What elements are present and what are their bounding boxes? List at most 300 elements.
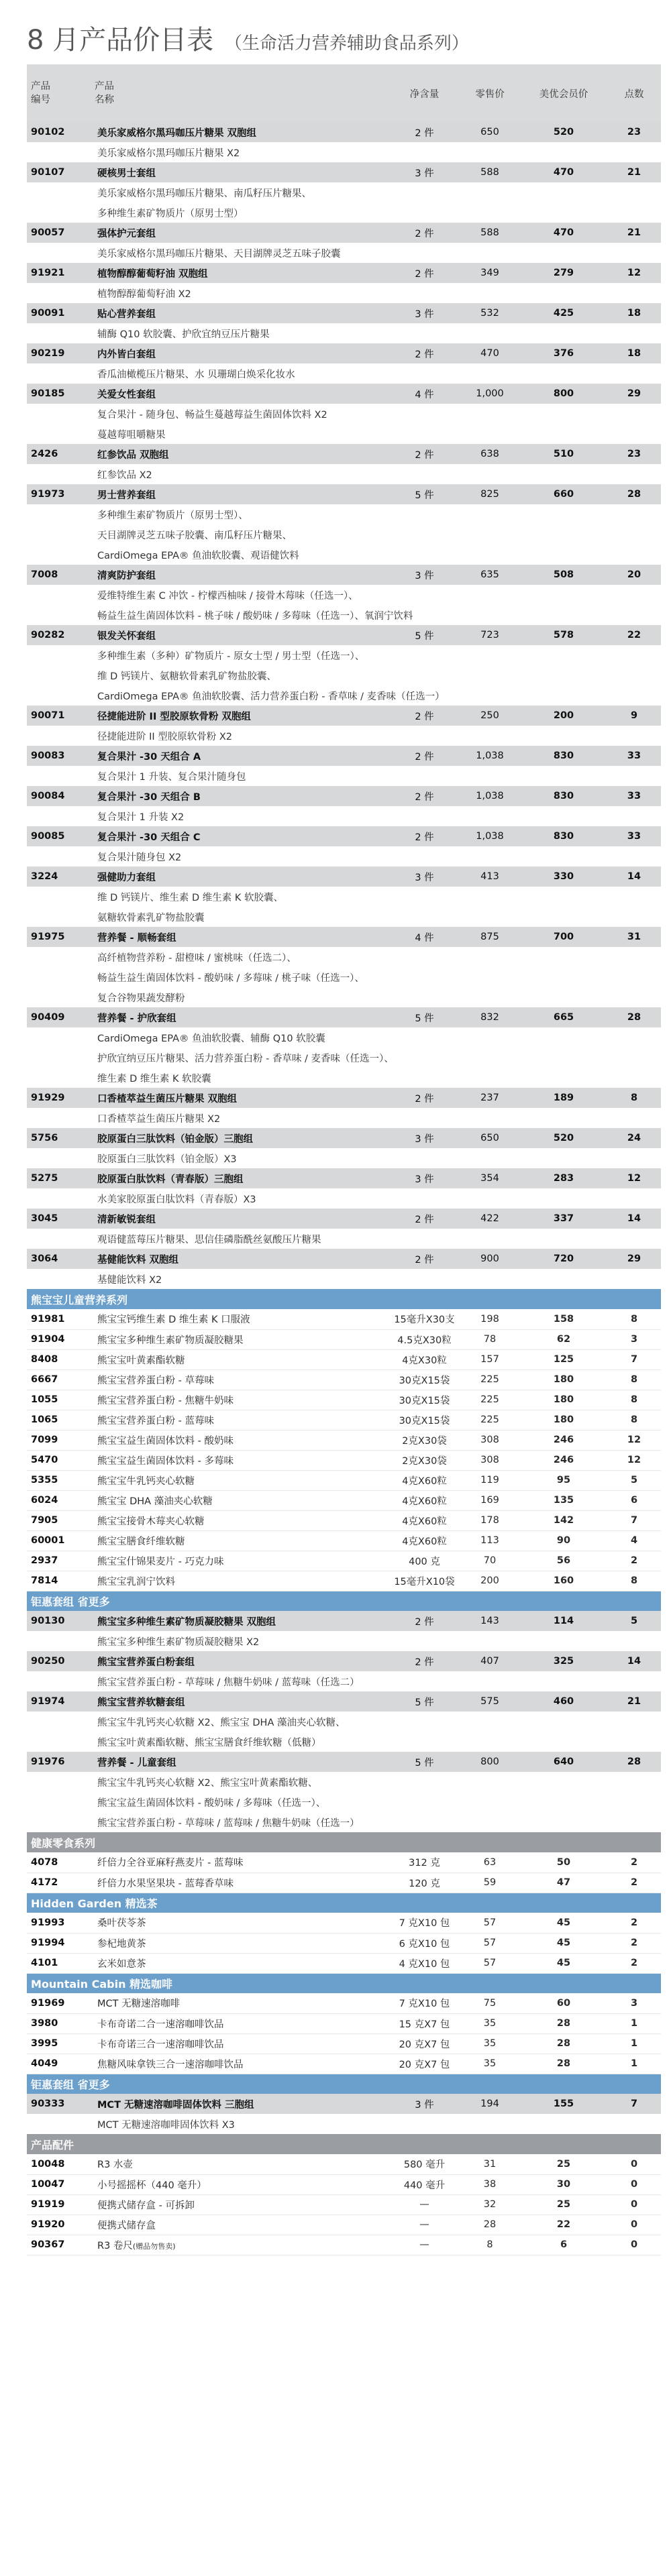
product-name xyxy=(91,927,389,947)
set-row xyxy=(27,2094,661,2114)
product-name-text: 熊宝宝钙维生素 D 维生素 K 口服液 xyxy=(97,1314,250,1326)
set-row xyxy=(27,263,661,283)
product-code: 10047 xyxy=(27,2174,91,2194)
set-contents: 美乐家威格尔黑玛咖压片糖果 X2 xyxy=(97,148,240,159)
empty-cell xyxy=(27,363,91,384)
retail-price: 143 xyxy=(480,1616,499,1626)
product-qty: 3 件 xyxy=(415,872,434,883)
set-contents: CardiOmega EPA® 鱼油软胶囊、活力营养蛋白粉 - 香草味 / 麦香味（任选一） xyxy=(97,691,445,702)
product-qty: 2 件 xyxy=(415,268,434,280)
member-price: 56 xyxy=(520,1551,607,1571)
points: 2 xyxy=(607,1953,661,1973)
points: 7 xyxy=(630,2098,638,2109)
product-name xyxy=(91,565,389,585)
empty-cell xyxy=(27,1108,91,1128)
points: 8 xyxy=(607,1309,661,1329)
member-price: 180 xyxy=(520,1410,607,1430)
product-code: 90083 xyxy=(31,750,65,761)
product-name xyxy=(91,1510,389,1530)
retail-price: 900 xyxy=(480,1253,499,1264)
set-contents: 熊宝宝多种维生素矿物质凝胶糖果 X2 xyxy=(97,1636,260,1648)
product-name-text: 强健助力套组 xyxy=(97,872,156,883)
header-name-line1: 产品 xyxy=(95,81,114,92)
header-retail: 零售价 xyxy=(475,89,505,100)
product-name xyxy=(91,1872,389,1893)
product-name xyxy=(91,1752,389,1772)
set-contents-row xyxy=(27,1229,661,1249)
retail-price: 38 xyxy=(460,2174,520,2194)
product-name xyxy=(91,1450,389,1470)
product-name-text: MCT 无糖速溶咖啡固体饮料 三胞组 xyxy=(97,2099,254,2111)
retail-price: 588 xyxy=(480,227,499,238)
product-qty: 2 件 xyxy=(415,127,434,139)
header-code-line1: 产品 xyxy=(31,81,50,92)
set-contents: 多种维生素矿物质片（原男士型） xyxy=(97,208,244,219)
product-code: 3045 xyxy=(31,1213,58,1224)
set-contents: 熊宝宝叶黄素酯软糖、熊宝宝膳食纤维软糖（低糖） xyxy=(97,1737,321,1748)
product-name xyxy=(91,384,389,404)
points: 23 xyxy=(627,449,641,459)
points: 22 xyxy=(627,630,641,640)
product-qty: 20 克X7 包 xyxy=(389,2054,460,2074)
product-code: 5355 xyxy=(27,1470,91,1490)
product-name-text: 焦糖风味拿铁三合一速溶咖啡饮品 xyxy=(97,2059,244,2070)
product-name-text: R3 水壶 xyxy=(97,2160,133,2171)
member-price: 830 xyxy=(553,750,574,761)
product-code: 7099 xyxy=(27,1430,91,1450)
set-row xyxy=(27,303,661,323)
product-name-text: 熊宝宝膳食纤维软糖 xyxy=(97,1536,185,1547)
product-name xyxy=(91,1128,389,1148)
product-qty: 20 克X7 包 xyxy=(389,2033,460,2054)
set-contents: 复合谷物果蔬发酵粉 xyxy=(97,993,185,1004)
product-qty: 2 件 xyxy=(415,1254,434,1266)
empty-cell xyxy=(27,846,91,866)
retail-price: 8 xyxy=(460,2235,520,2255)
empty-cell xyxy=(27,645,91,665)
member-price: 720 xyxy=(553,1253,574,1264)
points: 1 xyxy=(607,2054,661,2074)
product-qty: 4克X60粒 xyxy=(389,1490,460,1510)
product-row xyxy=(27,1490,661,1510)
section-title: 熊宝宝儿童营养系列 xyxy=(27,1289,661,1309)
set-row xyxy=(27,1168,661,1188)
member-price: 425 xyxy=(553,308,574,319)
product-name xyxy=(91,263,389,283)
points: 29 xyxy=(627,388,641,399)
set-row xyxy=(27,1611,661,1631)
product-code: 4049 xyxy=(27,2054,91,2074)
product-qty: 3 件 xyxy=(415,2099,434,2111)
points: 18 xyxy=(627,308,641,319)
product-row xyxy=(27,2013,661,2033)
section-title: 钜惠套组 省更多 xyxy=(27,2074,661,2094)
retail-price: 407 xyxy=(480,1656,499,1667)
product-qty: 2克X30袋 xyxy=(389,1450,460,1470)
points: 1 xyxy=(607,2033,661,2054)
product-code: 3980 xyxy=(27,2013,91,2033)
product-code: 90057 xyxy=(31,227,65,238)
retail-price: 35 xyxy=(460,2033,520,2054)
points: 14 xyxy=(627,871,641,882)
retail-price: 250 xyxy=(480,710,499,721)
retail-price: 70 xyxy=(460,1551,520,1571)
title-subtitle: （生命活力营养辅助食品系列） xyxy=(224,34,469,54)
product-code: 90085 xyxy=(31,831,65,842)
retail-price: 113 xyxy=(460,1530,520,1551)
product-code: 91981 xyxy=(27,1309,91,1329)
member-price: 510 xyxy=(553,449,574,459)
product-row xyxy=(27,2194,661,2215)
retail-price: 75 xyxy=(460,1993,520,2013)
product-name xyxy=(91,706,389,726)
product-name-text: 卡布奇诺三合一速溶咖啡饮品 xyxy=(97,2039,224,2050)
product-code: 90084 xyxy=(31,791,65,801)
member-price: 135 xyxy=(520,1490,607,1510)
set-contents-row xyxy=(27,182,661,203)
points: 0 xyxy=(607,2194,661,2215)
points: 8 xyxy=(607,1390,661,1410)
empty-cell xyxy=(27,1631,91,1651)
points: 20 xyxy=(627,569,641,580)
set-contents: 基健能饮料 X2 xyxy=(97,1274,162,1286)
set-contents: 畅益生益生菌固体饮料 - 酸奶味 / 多莓味 / 桃子味（任选一）、 xyxy=(97,972,364,984)
empty-cell xyxy=(27,1671,91,1691)
product-name-text: 男士营养套组 xyxy=(97,490,156,501)
retail-price: 57 xyxy=(460,1913,520,1933)
product-name-text: 关爱女性套组 xyxy=(97,389,156,400)
retail-price: 31 xyxy=(460,2154,520,2174)
product-note: (赠品勿售卖) xyxy=(132,2241,176,2251)
product-name xyxy=(91,2194,389,2215)
product-name-text: 美乐家威格尔黑玛咖压片糖果 双胞组 xyxy=(97,127,257,139)
product-name-text: 内外皆白套组 xyxy=(97,349,156,360)
set-row xyxy=(27,565,661,585)
product-row xyxy=(27,2054,661,2074)
set-contents: 维 D 钙镁片、氨糖软骨素乳矿物盐胶囊、 xyxy=(97,671,276,682)
retail-price: 35 xyxy=(460,2054,520,2074)
product-name xyxy=(91,2094,389,2114)
empty-cell xyxy=(27,464,91,484)
product-code: 90071 xyxy=(31,710,65,721)
set-contents-row xyxy=(27,1772,661,1792)
empty-cell xyxy=(27,323,91,343)
product-row xyxy=(27,2174,661,2194)
product-name-text: 口香楂萃益生菌压片糖果 双胞组 xyxy=(97,1093,238,1105)
empty-cell xyxy=(27,1269,91,1289)
member-price: 60 xyxy=(520,1993,607,2013)
retail-price: 1,038 xyxy=(476,750,504,761)
set-row xyxy=(27,1249,661,1269)
product-qty: 2 件 xyxy=(415,791,434,803)
product-code: 91994 xyxy=(27,1933,91,1953)
header-code xyxy=(27,64,91,122)
set-contents-row xyxy=(27,907,661,927)
product-qty: 4克X60粒 xyxy=(389,1530,460,1551)
product-name xyxy=(91,1691,389,1712)
product-name-text: 复合果汁 -30 天组合 A xyxy=(97,751,201,763)
retail-price: 825 xyxy=(480,489,499,500)
product-code: 5470 xyxy=(27,1450,91,1470)
empty-cell xyxy=(27,685,91,706)
retail-price: 59 xyxy=(460,1872,520,1893)
set-contents-row xyxy=(27,2114,661,2134)
product-name-text: 营养餐 - 儿童套组 xyxy=(97,1757,176,1769)
set-row xyxy=(27,444,661,464)
empty-cell xyxy=(27,1068,91,1088)
product-name xyxy=(91,484,389,504)
product-name-text: 便携式储存盒 xyxy=(97,2220,156,2231)
points: 12 xyxy=(607,1430,661,1450)
member-price: 520 xyxy=(553,127,574,137)
retail-price: 650 xyxy=(480,127,499,137)
product-name-text: 径捷能进阶 II 型胶原软骨粉 双胞组 xyxy=(97,711,251,722)
product-name-text: 清爽防护套组 xyxy=(97,570,156,581)
set-contents-row xyxy=(27,645,661,665)
product-name-text: 纤倍力水果坚果块 - 蓝莓香草味 xyxy=(97,1878,234,1889)
set-contents-row xyxy=(27,585,661,605)
set-contents-row xyxy=(27,142,661,162)
product-name xyxy=(91,1933,389,1953)
product-code: 91904 xyxy=(27,1329,91,1349)
product-code: 4101 xyxy=(27,1953,91,1973)
price-table xyxy=(27,64,661,2255)
header-qty: 净含量 xyxy=(409,89,440,100)
product-name-text: 玄米如意茶 xyxy=(97,1958,146,1970)
product-code: 7008 xyxy=(31,569,58,580)
retail-price: 832 xyxy=(480,1012,499,1023)
set-contents-row xyxy=(27,1048,661,1068)
product-code: 3064 xyxy=(31,1253,58,1264)
set-contents: 美乐家威格尔黑玛咖压片糖果、南瓜籽压片糖果、 xyxy=(97,188,311,199)
product-code: 91993 xyxy=(27,1913,91,1933)
set-contents: 口香楂萃益生菌压片糖果 X2 xyxy=(97,1113,221,1125)
product-qty: 15毫升X30支 xyxy=(389,1309,460,1329)
set-contents: 熊宝宝益生菌固体饮料 - 酸奶味 / 多莓味（任选一）、 xyxy=(97,1797,326,1809)
product-qty: 3 件 xyxy=(415,570,434,581)
member-price: 180 xyxy=(520,1369,607,1390)
points: 14 xyxy=(627,1656,641,1667)
product-code: 91929 xyxy=(31,1093,65,1103)
product-code: 91919 xyxy=(27,2194,91,2215)
member-price: 460 xyxy=(553,1696,574,1707)
set-contents: 多种维生素矿物质片（原男士型）、 xyxy=(97,510,248,521)
product-code: 91975 xyxy=(31,932,65,942)
empty-cell xyxy=(27,907,91,927)
section-header xyxy=(27,2134,661,2154)
set-row xyxy=(27,786,661,806)
member-price: 660 xyxy=(553,489,574,500)
product-row xyxy=(27,1309,661,1329)
points: 2 xyxy=(607,1933,661,1953)
table-header xyxy=(27,64,661,122)
section-header xyxy=(27,2074,661,2094)
set-row xyxy=(27,1007,661,1027)
points: 33 xyxy=(627,831,641,842)
points: 5 xyxy=(630,1616,638,1626)
retail-price: 198 xyxy=(460,1309,520,1329)
product-code: 1065 xyxy=(27,1410,91,1430)
header-name xyxy=(91,64,389,122)
product-row xyxy=(27,1551,661,1571)
points: 12 xyxy=(627,1173,641,1184)
member-price: 470 xyxy=(553,227,574,238)
product-code: 3995 xyxy=(27,2033,91,2054)
product-name xyxy=(91,746,389,766)
product-qty: 440 毫升 xyxy=(389,2174,460,2194)
retail-price: 200 xyxy=(460,1571,520,1591)
member-price: 30 xyxy=(520,2174,607,2194)
member-price: 125 xyxy=(520,1349,607,1369)
product-name-text: 营养餐 - 顺畅套组 xyxy=(97,932,176,944)
product-code: 91969 xyxy=(27,1993,91,2013)
points: 28 xyxy=(627,1012,641,1023)
empty-cell xyxy=(27,726,91,746)
product-name-text: 便携式储存盒 - 可拆卸 xyxy=(97,2200,195,2211)
empty-cell xyxy=(27,1772,91,1792)
product-name xyxy=(91,2033,389,2054)
product-qty: 3 件 xyxy=(415,1133,434,1145)
product-name xyxy=(91,1852,389,1872)
product-code: 7905 xyxy=(27,1510,91,1530)
member-price: 246 xyxy=(520,1450,607,1470)
retail-price: 354 xyxy=(480,1173,499,1184)
retail-price: 225 xyxy=(460,1369,520,1390)
product-code: 90091 xyxy=(31,308,65,319)
set-contents: 维 D 钙镁片、维生素 D 维生素 K 软胶囊、 xyxy=(97,892,283,903)
points: 21 xyxy=(627,227,641,238)
product-row xyxy=(27,1872,661,1893)
empty-cell xyxy=(27,424,91,444)
retail-price: 575 xyxy=(480,1696,499,1707)
empty-cell xyxy=(27,524,91,545)
points: 33 xyxy=(627,750,641,761)
retail-price: 35 xyxy=(460,2013,520,2033)
points: 9 xyxy=(630,710,638,721)
product-name-text: 熊宝宝乳润宁饮料 xyxy=(97,1576,175,1587)
retail-price: 237 xyxy=(480,1093,499,1103)
set-contents: 氨糖软骨素乳矿物盐胶囊 xyxy=(97,912,205,923)
retail-price: 723 xyxy=(480,630,499,640)
set-contents-row xyxy=(27,404,661,424)
product-name xyxy=(91,1993,389,2013)
product-name xyxy=(91,1209,389,1229)
product-name xyxy=(91,343,389,363)
product-name xyxy=(91,1571,389,1591)
set-row xyxy=(27,866,661,887)
product-name xyxy=(91,122,389,142)
member-price: 640 xyxy=(553,1756,574,1767)
product-code: 90282 xyxy=(31,630,65,640)
empty-cell xyxy=(27,987,91,1007)
member-price: 470 xyxy=(553,167,574,178)
product-name xyxy=(91,1329,389,1349)
product-code: 90367 xyxy=(27,2235,91,2255)
points: 14 xyxy=(627,1213,641,1224)
product-name-text: 熊宝宝多种维生素矿物质凝胶糖果 双胞组 xyxy=(97,1616,276,1628)
product-code: 91920 xyxy=(27,2215,91,2235)
product-name-text: 熊宝宝叶黄素酯软糖 xyxy=(97,1355,185,1366)
set-contents-row xyxy=(27,887,661,907)
member-price: 62 xyxy=(520,1329,607,1349)
retail-price: 178 xyxy=(460,1510,520,1530)
set-contents-row xyxy=(27,283,661,303)
member-price: 25 xyxy=(520,2194,607,2215)
set-contents: CardiOmega EPA® 鱼油软胶囊、观语健饮料 xyxy=(97,550,299,561)
set-contents-row xyxy=(27,464,661,484)
points: 23 xyxy=(627,127,641,137)
set-contents-row xyxy=(27,1148,661,1168)
retail-price: 225 xyxy=(460,1390,520,1410)
product-name xyxy=(91,223,389,243)
points: 8 xyxy=(607,1369,661,1390)
empty-cell xyxy=(27,1712,91,1732)
empty-cell xyxy=(27,585,91,605)
product-name xyxy=(91,1410,389,1430)
set-contents-row xyxy=(27,1108,661,1128)
product-name-text: 熊宝宝营养蛋白粉 - 草莓味 xyxy=(97,1375,214,1386)
product-name-text: 参杞地黄茶 xyxy=(97,1938,146,1950)
product-qty: 3 件 xyxy=(415,309,434,320)
product-row xyxy=(27,1953,661,1973)
set-contents: 观语健蓝莓压片糖果、思信佳磷脂酰丝氨酸压片糖果 xyxy=(97,1234,321,1245)
product-name xyxy=(91,1430,389,1450)
product-qty: 120 克 xyxy=(389,1872,460,1893)
member-price: 158 xyxy=(520,1309,607,1329)
empty-cell xyxy=(27,1229,91,1249)
member-price: 189 xyxy=(553,1093,574,1103)
member-price: 155 xyxy=(553,2098,574,2109)
empty-cell xyxy=(27,1812,91,1832)
member-price: 28 xyxy=(520,2033,607,2054)
set-contents-row xyxy=(27,1631,661,1651)
set-row xyxy=(27,1752,661,1772)
product-name-text: 小号摇摇杯（440 毫升） xyxy=(97,2180,207,2191)
points: 7 xyxy=(607,1349,661,1369)
empty-cell xyxy=(27,1027,91,1048)
product-name-text: 植物醇醇葡萄籽油 双胞组 xyxy=(97,268,208,280)
product-qty: 4 克X10 包 xyxy=(389,1953,460,1973)
retail-price: 169 xyxy=(460,1490,520,1510)
set-contents: MCT 无糖速溶咖啡固体饮料 X3 xyxy=(97,2119,235,2131)
retail-price: 308 xyxy=(460,1430,520,1450)
retail-price: 800 xyxy=(480,1756,499,1767)
product-code: 4078 xyxy=(27,1852,91,1872)
product-name-text: 复合果汁 -30 天组合 C xyxy=(97,832,201,843)
product-qty: 2 件 xyxy=(415,1657,434,1668)
product-row xyxy=(27,1349,661,1369)
points: 0 xyxy=(607,2215,661,2235)
member-price: 376 xyxy=(553,348,574,359)
product-name-text: R3 卷尺 xyxy=(97,2240,133,2251)
retail-price: 1,038 xyxy=(476,831,504,842)
set-contents-row xyxy=(27,323,661,343)
product-name-text: 硬核男士套组 xyxy=(97,168,156,179)
empty-cell xyxy=(27,142,91,162)
product-name xyxy=(91,444,389,464)
set-contents-row xyxy=(27,967,661,987)
product-row xyxy=(27,1510,661,1530)
points: 2 xyxy=(607,1551,661,1571)
product-code: 10048 xyxy=(27,2154,91,2174)
retail-price: 875 xyxy=(480,932,499,942)
product-qty: 2 件 xyxy=(415,711,434,722)
set-row xyxy=(27,162,661,182)
set-row xyxy=(27,1691,661,1712)
empty-cell xyxy=(27,665,91,685)
product-name xyxy=(91,1490,389,1510)
points: 2 xyxy=(607,1852,661,1872)
